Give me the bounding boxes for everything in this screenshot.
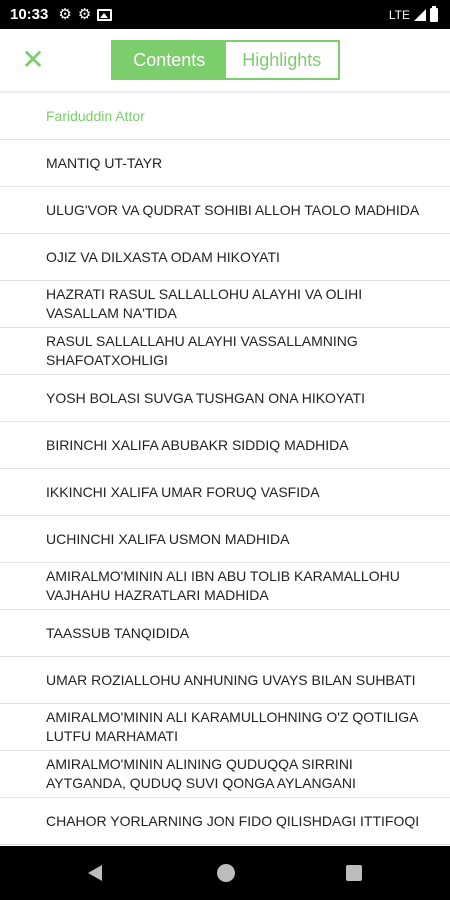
list-item[interactable]: RASUL SALLALLAHU ALAYHI VASSALLAMNING SHAFOATXOHLIGI: [0, 328, 450, 375]
contents-list: [0, 93, 450, 846]
android-nav-bar: [0, 846, 450, 900]
network-type: LTE: [388, 7, 410, 22]
status-right-icons: [389, 8, 438, 22]
status-bar: [0, 0, 450, 29]
list-item[interactable]: IKKINCHI XALIFA UMAR FORUQ VASFIDA: [0, 469, 450, 516]
list-item[interactable]: OJIZ VA DILXASTA ODAM HIKOYATI: [0, 234, 450, 281]
list-item[interactable]: BIRINCHI XALIFA ABUBAKR SIDDIQ MADHIDA: [0, 422, 450, 469]
recent-apps-icon[interactable]: [346, 865, 362, 881]
tab-contents[interactable]: Contents: [113, 42, 226, 78]
notification-icons: [58, 7, 112, 22]
list-item[interactable]: HAZRATI RASUL SALLALLOHU ALAYHI VA OLIHI VASALLAM NA'TIDA: [0, 281, 450, 328]
back-icon[interactable]: [88, 865, 102, 881]
tab-group: [111, 40, 340, 80]
list-item[interactable]: AMIRALMO'MININ ALI IBN ABU TOLIB KARAMALLOHU VAJHAHU HAZRATLARI MADHIDA: [0, 563, 450, 610]
top-bar: [0, 29, 450, 91]
tab-highlights[interactable]: Highlights: [226, 42, 339, 78]
list-item[interactable]: UMAR ROZIALLOHU ANHUNING UVAYS BILAN SUHBATI: [0, 657, 450, 704]
status-time: 10:33: [10, 6, 49, 23]
list-item[interactable]: UCHINCHI XALIFA USMON MADHIDA: [0, 516, 450, 563]
settings-gear-icon: ⚙: [58, 6, 72, 23]
list-item[interactable]: TAASSUB TANQIDIDA: [0, 610, 450, 657]
home-icon[interactable]: [217, 864, 235, 882]
list-item[interactable]: AMIRALMO'MININ ALINING QUDUQQA SIRRINI AYTGANDA, QUDUQ SUVI QONGA AYLANGANI: [0, 751, 450, 798]
close-icon[interactable]: ✕: [21, 44, 45, 75]
list-item[interactable]: AMIRALMO'MININ ALI KARAMULLOHNING O'Z QOTILIGA LUTFU MARHAMATI: [0, 704, 450, 751]
signal-icon: [414, 9, 426, 21]
author-name: Fariduddin Attor: [0, 93, 450, 140]
list-item[interactable]: CHAHOR YORLARNING JON FIDO QILISHDAGI ITTIFOQI: [0, 798, 450, 845]
settings-gear-icon-2: ⚙: [77, 6, 92, 23]
image-notification-icon: [97, 9, 112, 21]
list-item[interactable]: YOSH BOLASI SUVGA TUSHGAN ONA HIKOYATI: [0, 375, 450, 422]
battery-icon: [430, 8, 438, 22]
list-item[interactable]: ULUG'VOR VA QUDRAT SOHIBI ALLOH TAOLO MADHIDA: [0, 187, 450, 234]
list-item[interactable]: MANTIQ UT-TAYR: [0, 140, 450, 187]
